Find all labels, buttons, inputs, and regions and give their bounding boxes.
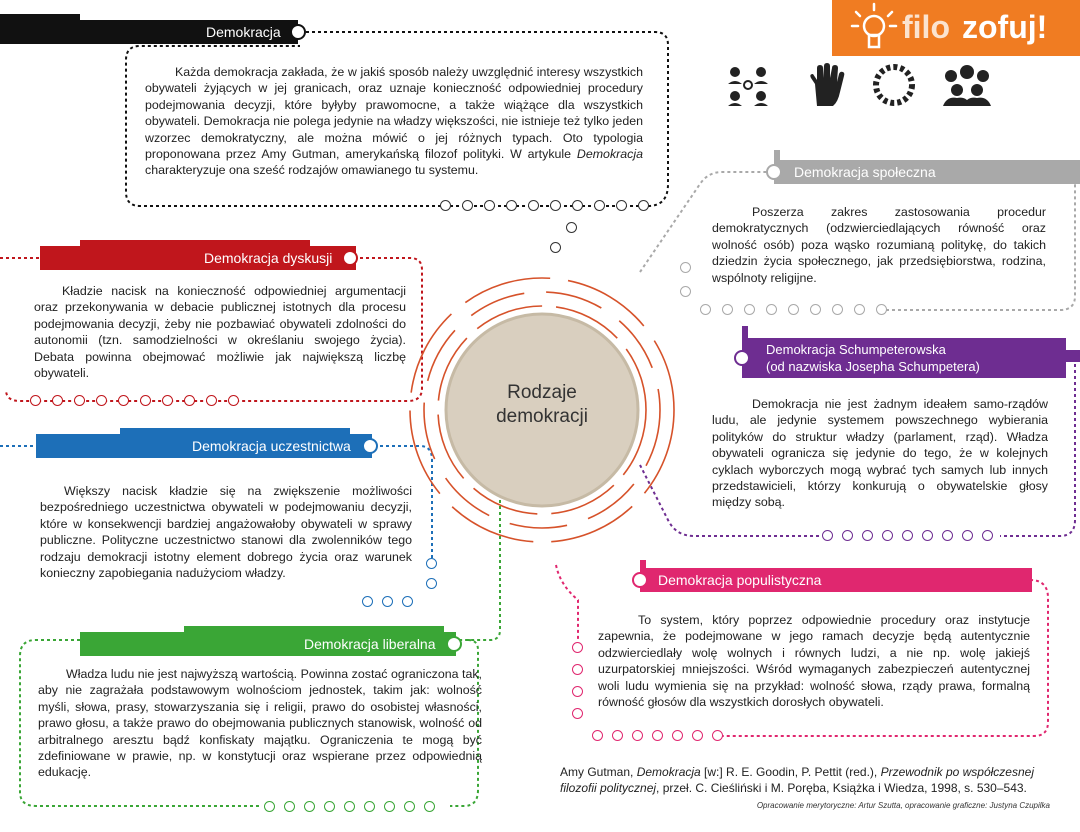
uczestnictwa-body: Większy nacisk kładzie się na zwiększenie możliwości bezpośredniego uczestnictwa obywateli w podejmowaniu decyzji, które w konsekwencji bardziej angażowałoby obywateli w sprawy publiczne. Polityczne uczestnictwo stanowi dla zwolenników tego rodzaju demokracji istotny element dobrego życia oraz warunek konieczny zapobiegania nadużyciom władzy. bbox=[40, 484, 412, 581]
intro-italic: Demokracja bbox=[576, 147, 643, 162]
logo-text-filo: filo bbox=[902, 9, 950, 45]
intro-knob bbox=[290, 24, 306, 40]
citation bbox=[560, 764, 1048, 796]
spoleczna-text bbox=[712, 204, 1046, 286]
dyskusji-text bbox=[34, 283, 406, 381]
uczestnictwa-header-step bbox=[120, 428, 350, 434]
uczestnictwa-text bbox=[40, 483, 412, 581]
intro-header bbox=[0, 20, 298, 44]
center-title bbox=[470, 381, 614, 429]
schumpeterowska-title: Demokracja Schumpeterowska bbox=[766, 342, 946, 357]
spoleczna-header-step bbox=[774, 150, 780, 160]
intro-title: Demokracja bbox=[206, 24, 281, 40]
logo-text-zofuj: zofuj! bbox=[962, 9, 1048, 45]
center-title-line2: demokracji bbox=[496, 406, 588, 427]
liberalna-header bbox=[80, 632, 456, 656]
schumpeterowska-knob bbox=[734, 350, 750, 366]
dyskusji-title: Demokracja dyskusji bbox=[204, 250, 333, 266]
intro-body: Każda demokracja zakłada, że w jakiś sposób należy uwzględnić interesy wszystkich obywateli żyjących w jej granicach, oraz uznaje konieczność odpowiedniej procedury podejmowania decyzji, które byłyby prawomocne, a także wiążące dla wszystkich obywateli. Demokracja nie polega jedynie na władzy większości, nie istnieje też tylko jeden wzorzec demokratyczny, ale można mówić o jej różnych typach. Oto typologia proponowana przez Amy Gutman, amerykańską filozof polityki. W artykule bbox=[145, 65, 643, 162]
schumpeterowska-subtitle: (od nazwiska Josepha Schumpetera) bbox=[766, 359, 980, 374]
citation-c: [w:] R. E. Goodin, P. Pettit (red.), bbox=[700, 765, 881, 779]
intro-header-step bbox=[0, 14, 80, 20]
populistyczna-title: Demokracja populistyczna bbox=[658, 572, 822, 588]
liberalna-title: Demokracja liberalna bbox=[304, 636, 436, 652]
uczestnictwa-knob bbox=[362, 438, 378, 454]
crowd-icon bbox=[941, 62, 993, 108]
liberalna-body: Władza ludu nie jest najwyższą wartością. Powinna zostać ograniczona tak, aby nie zagrażała podstawowym wolnościom jednostek, takim jak: wolność myśli, słowa, prasy, stowarzyszania się i religii, prawo do osobistej własności, prawo głosu, a także prawo do obejmowania publicznych stanowisk, wolność od arbitralnego aresztu bądź konfiskaty majątku. Ograniczenia te mogą być zdefiniowane w prawie, np. w konstytucji oraz wspierane przez odpowiednią edukację. bbox=[38, 667, 482, 780]
populistyczna-text bbox=[598, 612, 1030, 710]
schumpeterowska-text bbox=[712, 396, 1048, 511]
citation-e: , przeł. C. Cieśliński i M. Poręba, Książka i Wiedza, 1998, s. 530–543. bbox=[656, 781, 1027, 795]
spoleczna-title: Demokracja społeczna bbox=[794, 164, 936, 180]
raised-hand-icon bbox=[803, 62, 849, 108]
people-network-icon bbox=[725, 62, 771, 108]
credits: Opracowanie merytoryczne: Artur Szutta, opracowanie graficzne: Justyna Czupilka bbox=[756, 801, 1050, 810]
spoleczna-body: Poszerza zakres zastosowania procedur demokratycznych (odzwierciedlających równość oraz wolność osób) poza wąsko rozumianą politykę, do takich dziedzin życia społecznego, jak przedsiębiorstwa, rodzina, wspólnoty religijne. bbox=[712, 205, 1046, 285]
spoleczna-header bbox=[774, 160, 1080, 184]
populistyczna-header-step bbox=[640, 560, 646, 568]
dyskusji-header-step bbox=[80, 240, 310, 246]
dyskusji-header bbox=[40, 246, 356, 270]
schumpeterowska-body: Demokracja nie jest żadnym ideałem samo-rządów ludu, ale jedynie systemem powszechnego wybierania polityków do struktur władzy (parlament, rząd). Władza obywateli ogranicza się jedynie do tego, że w kolejnych cyklach wyborczych mogą wybrać tych samych lub innych przedstawicieli, którzy konkurują o obywatelskie głosy między sobą. bbox=[712, 397, 1048, 510]
schumpeterowska-header-step bbox=[742, 326, 748, 338]
liberalna-text bbox=[38, 666, 482, 781]
dyskusji-body: Kładzie nacisk na konieczność odpowiedniej argumentacji oraz przekonywania w debacie publicznej istotnych dla procesu podejmowania decyzji, żeby nie pozbawiać obywateli zdolności do autonomii (tzn. samodzielności w określaniu swojego życia). Debata powinna obejmować możliwie jak największą liczbę obywateli. bbox=[34, 284, 406, 381]
center-title-line1: Rodzaje bbox=[507, 382, 577, 403]
spoleczna-knob bbox=[766, 164, 782, 180]
populistyczna-body: To system, który poprzez odpowiednie procedury oraz instytucje zapewnia, że podejmowane w jego ramach decyzje będą autentycznie odzwierciedlały wolę wolnych i równych ludzi, a nie np. wolę jakiejś uzurpatorskiej mniejszości. Wśród wymaganych zabezpieczeń autentycznej woli ludu wymienia się na przykład: wolność słowa, rządy prawa, formalną równość głosów dla wszystkich dorosłych obywateli. bbox=[598, 613, 1030, 710]
populistyczna-knob bbox=[632, 572, 648, 588]
intro-body-end: charakteryzuje ona sześć rodzajów omawianego tu systemu. bbox=[145, 163, 479, 178]
uczestnictwa-header bbox=[36, 434, 372, 458]
uczestnictwa-title: Demokracja uczestnictwa bbox=[192, 438, 351, 454]
circle-of-people-icon bbox=[871, 62, 917, 108]
citation-b: Demokracja bbox=[636, 765, 701, 779]
icons-row bbox=[725, 62, 1025, 108]
schumpeterowska-header-tail bbox=[1066, 350, 1080, 362]
schumpeterowska-header bbox=[742, 338, 1066, 378]
citation-d: Przewodnik po współczesnej filozofii politycznej bbox=[560, 765, 1034, 795]
lightbulb-icon bbox=[844, 0, 904, 56]
brand-logo bbox=[832, 0, 1080, 56]
populistyczna-header bbox=[640, 568, 1032, 592]
liberalna-knob bbox=[446, 636, 462, 652]
intro-text bbox=[145, 64, 643, 179]
liberalna-header-step bbox=[184, 626, 444, 632]
dyskusji-knob bbox=[342, 250, 358, 266]
citation-a: Amy Gutman, bbox=[560, 765, 637, 779]
